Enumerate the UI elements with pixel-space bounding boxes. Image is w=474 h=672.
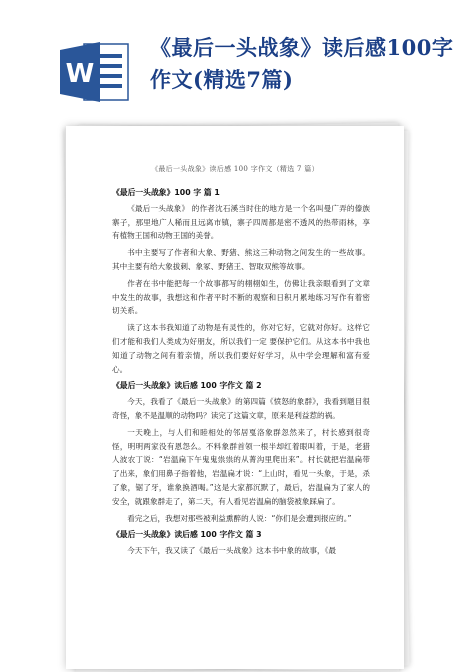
paragraph: 作者在书中能把每一个故事都写的栩栩如生，仿佛让我亲眼看到了文章中发生的故事，我想这和作者平时不断的观察和日积月累地练习写作有着密切关系。 [112, 278, 370, 316]
paragraph: 读了这本书我知道了动物是有灵性的，你对它好，它就对你好。这样它们才能和我们人类成为好朋友，所以我们一定 要保护它们。从这本书中我也知道了动物之间有着亲情，所以我们要好好学习，从中学会理解和富有爱心。 [112, 323, 370, 374]
document-body [112, 184, 370, 561]
word-document-icon [60, 42, 130, 102]
svg-text:W: W [65, 59, 95, 89]
paragraph: 书中主要写了作者和大象、野猪、熊这三种动物之间发生的一些故事。其中主要有给大象拔刺、象冢、野猪王、智取双熊等故事。 [112, 248, 370, 271]
page-title: 《最后一头战象》读后感100字作文(精选7篇) [150, 35, 454, 92]
document-page [66, 126, 404, 669]
document-header: 《最后一头战象》读后感 100 字作文（精选 7 篇） [151, 165, 319, 173]
section-heading: 《最后一头战象》读后感 100 字作文 篇 2 [112, 381, 262, 391]
paragraph: 今天，我看了《最后一头战象》的第四篇《愤怒的象群》，我看到题目很奇怪，象不是温顺的动物吗？读完了这篇文章，原来是利益惹的祸。 [112, 397, 370, 420]
paragraph: 看完之后，我想对那些被利益熏醉的人说：“你们是会遭到报应的。” [127, 513, 352, 523]
section-heading: 《最后一头战象》读后感 100 字作文 篇 3 [112, 530, 262, 540]
section-heading: 《最后一头战象》100 字 篇 1 [112, 188, 220, 197]
paragraph: 一天晚上，与人们和睦相处的邻居戛洛象群忽然来了，村长感到很奇怪，明明两家没有恩怨么。不料象群首领一根半却红着眼叫着，于是，老猎人波农丁说：“岩温扁下午鬼鬼祟祟的从菁沟里爬出来”。村长就把岩温扁带了出来，象们用鼻子指着他，岩温扁才说：“上山时，看见一头象，于是，杀了象，锯了牙，谁象换酒喝。”这是大家都沉默了，最后，岩温扁为了家人的安全，就跟象群走了，第二天，有人看见岩温扁的脑袋被象踩扁了。 [112, 427, 370, 506]
paragraph: 今天下午，我又读了《最后一头战象》这本书中象的故事，《最 [127, 546, 337, 556]
paragraph: 《最后一头战象》 的作者沈石溪当时住的地方是一个名叫曼广弄的傣族寨子，那里地广人稀而且远离市镇，寨子四周都是密不透风的热带雨林，享有植物王国和动物王国的美誉。 [112, 203, 370, 241]
